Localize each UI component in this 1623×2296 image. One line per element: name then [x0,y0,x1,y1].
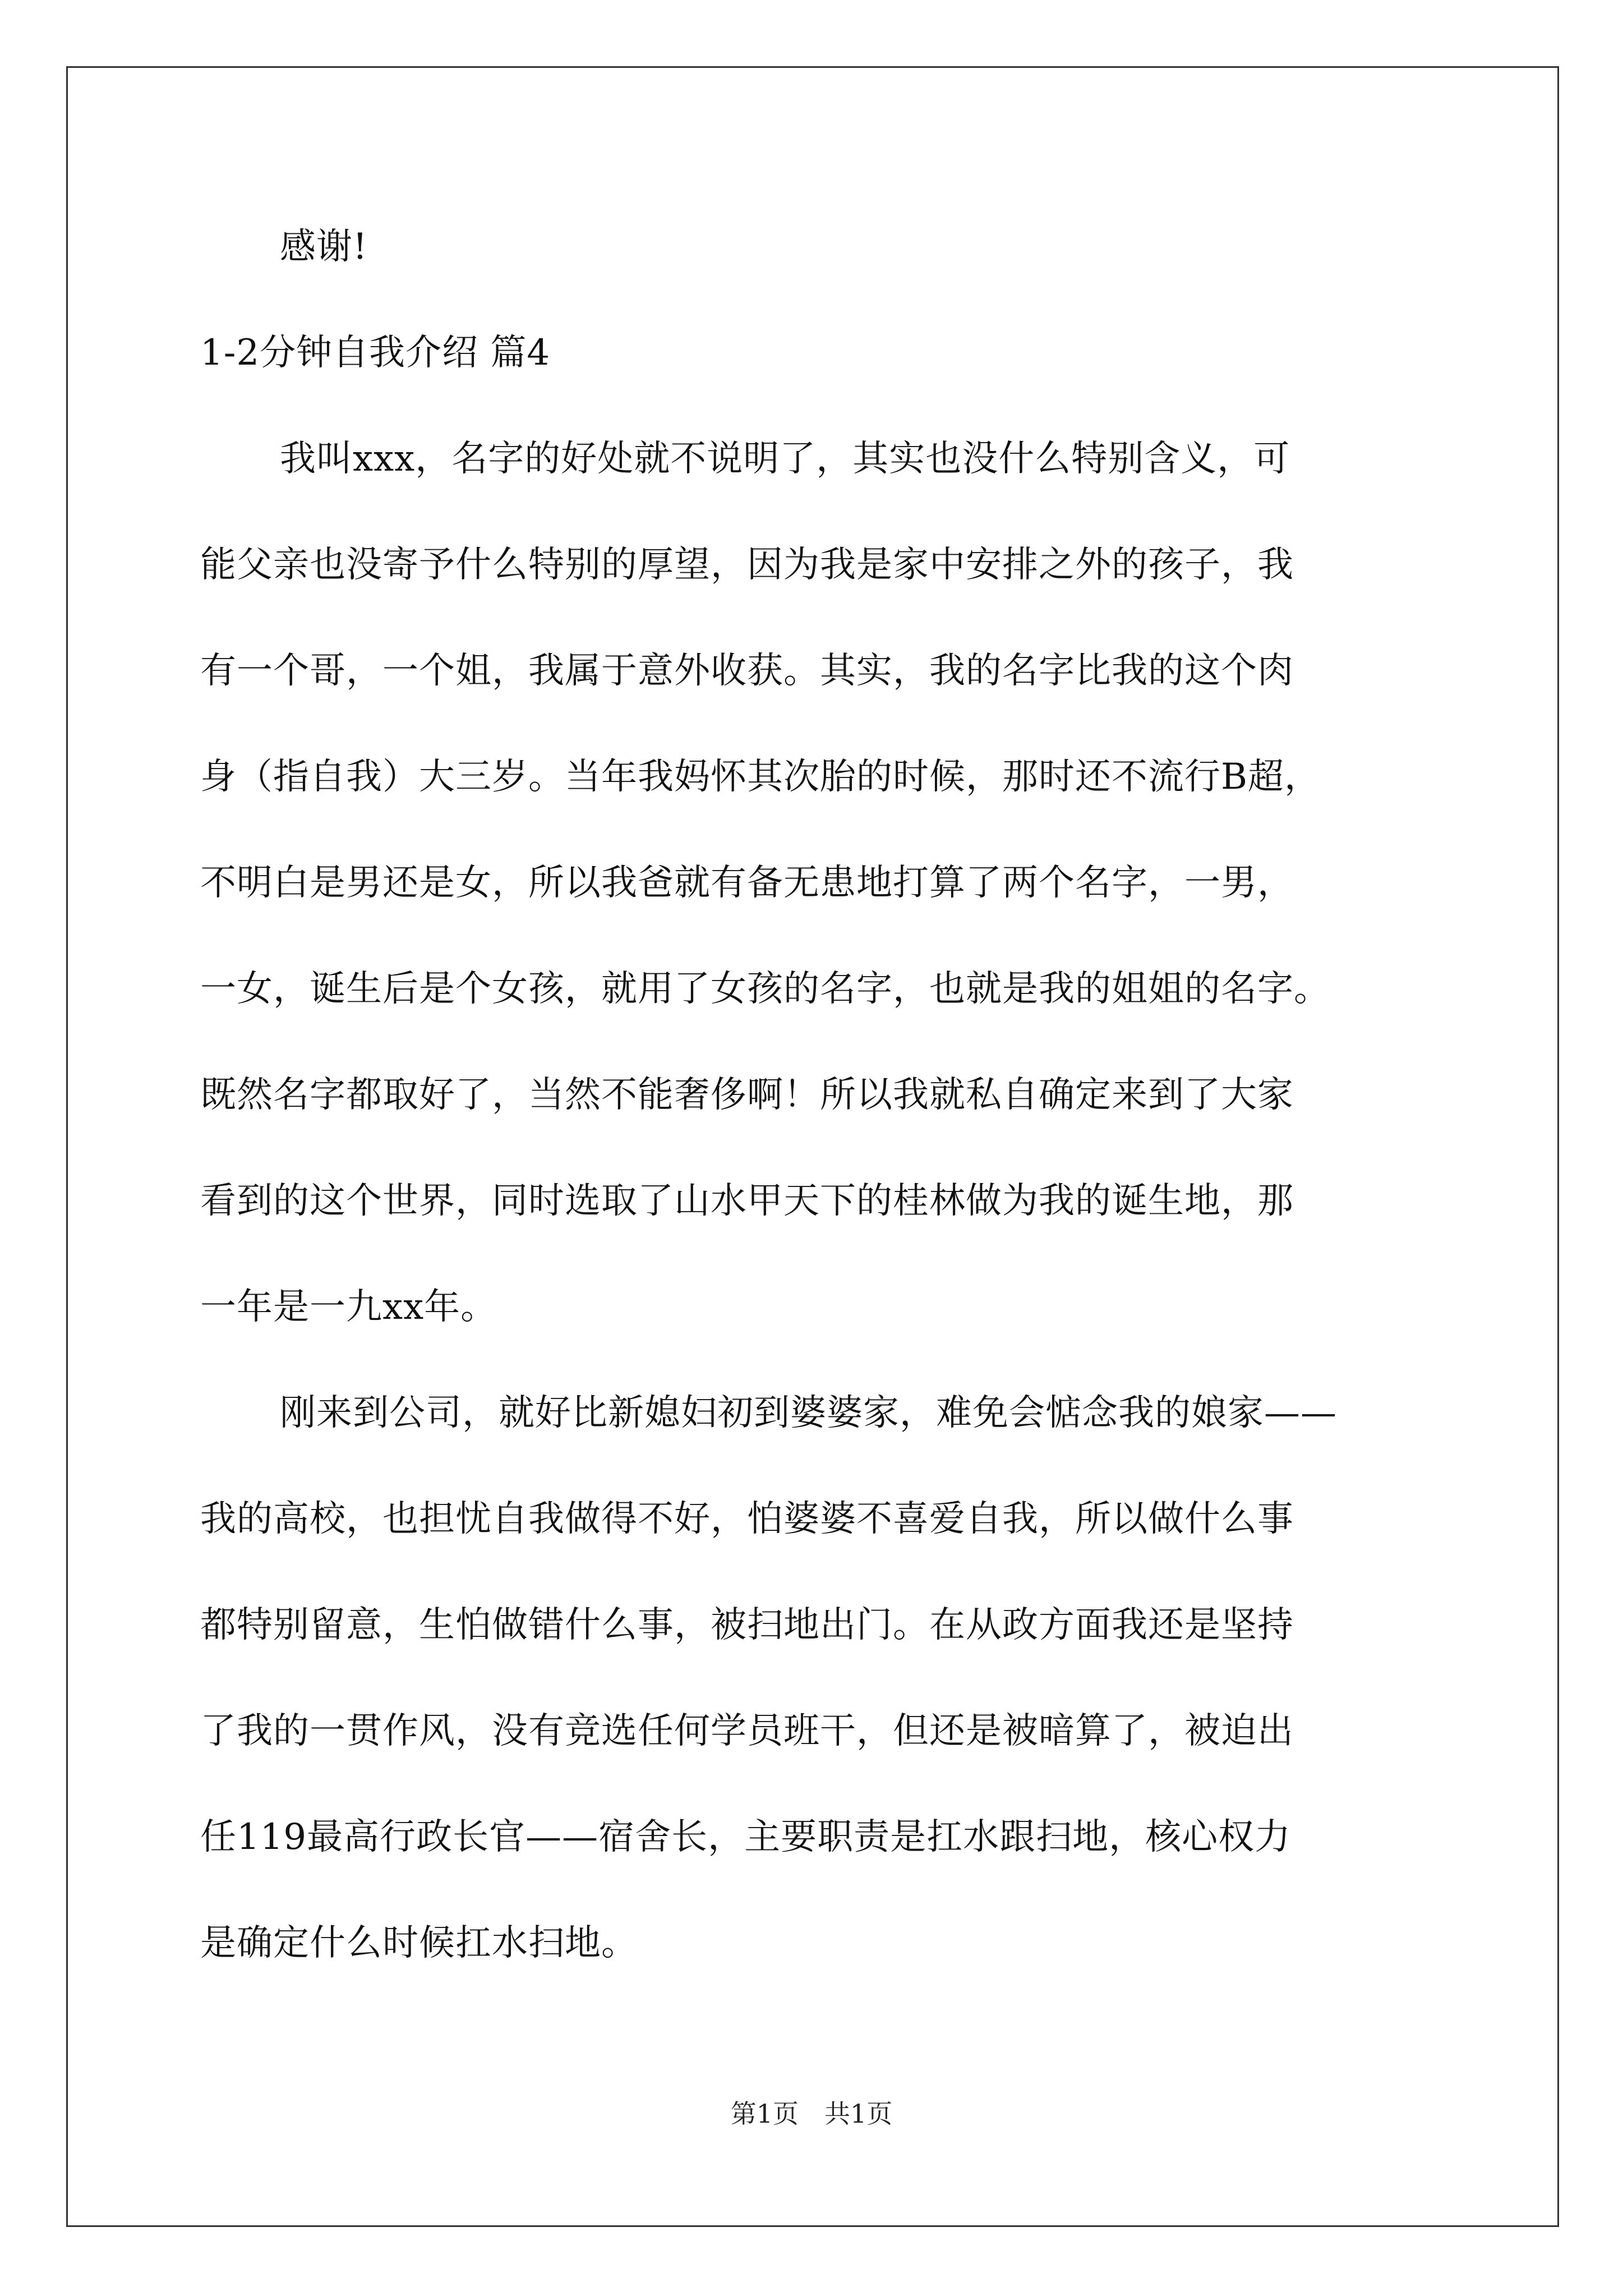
text-line: 身（指自我）大三岁。当年我妈怀其次胎的时候，那时还不流行B超， [200,756,1321,798]
text-line: 既然名字都取好了，当然不能奢侈啊！所以我就私自确定来到了大家 [200,1074,1294,1116]
text-line: 看到的这个世界，同时选取了山水甲天下的桂林做为我的诞生地，那 [200,1180,1294,1222]
text-line: 有一个哥，一个姐，我属于意外收获。其实，我的名字比我的这个肉 [200,650,1294,692]
text-line: 都特别留意，生怕做错什么事，被扫地出门。在从政方面我还是坚持 [200,1604,1294,1646]
document-body [200,219,1456,1971]
text-line: 刚来到公司，就好比新媳妇初到婆婆家，难免会惦念我的娘家—— [280,1392,1337,1434]
text-line: 一女，诞生后是个女孩，就用了女孩的名字，也就是我的姐姐的名字。 [200,968,1330,1010]
section-heading: 1-2分钟自我介绍 篇4 [200,332,551,374]
text-line: 感谢! [280,226,368,268]
text-line: 能父亲也没寄予什么特别的厚望，因为我是家中安排之外的孩子，我 [200,544,1294,586]
text-line: 不明白是男还是女，所以我爸就有备无患地打算了两个名字，一男， [200,862,1294,904]
text-line: 我叫xxx，名字的好处就不说明了，其实也没什么特别含义，可 [280,438,1290,480]
text-line: 我的高校，也担忧自我做得不好，怕婆婆不喜爱自我，所以做什么事 [200,1498,1294,1540]
page-number: 第1页 共1页 [730,2099,893,2129]
page-footer [0,2097,1623,2131]
text-line: 了我的一贯作风，没有竞选任何学员班干，但还是被暗算了，被迫出 [200,1710,1294,1752]
text-line: 任119最高行政长官——宿舍长，主要职责是扛水跟扫地，核心权力 [200,1816,1292,1858]
text-line: 是确定什么时候扛水扫地。 [200,1922,638,1964]
text-line: 一年是一九xx年。 [200,1286,497,1328]
